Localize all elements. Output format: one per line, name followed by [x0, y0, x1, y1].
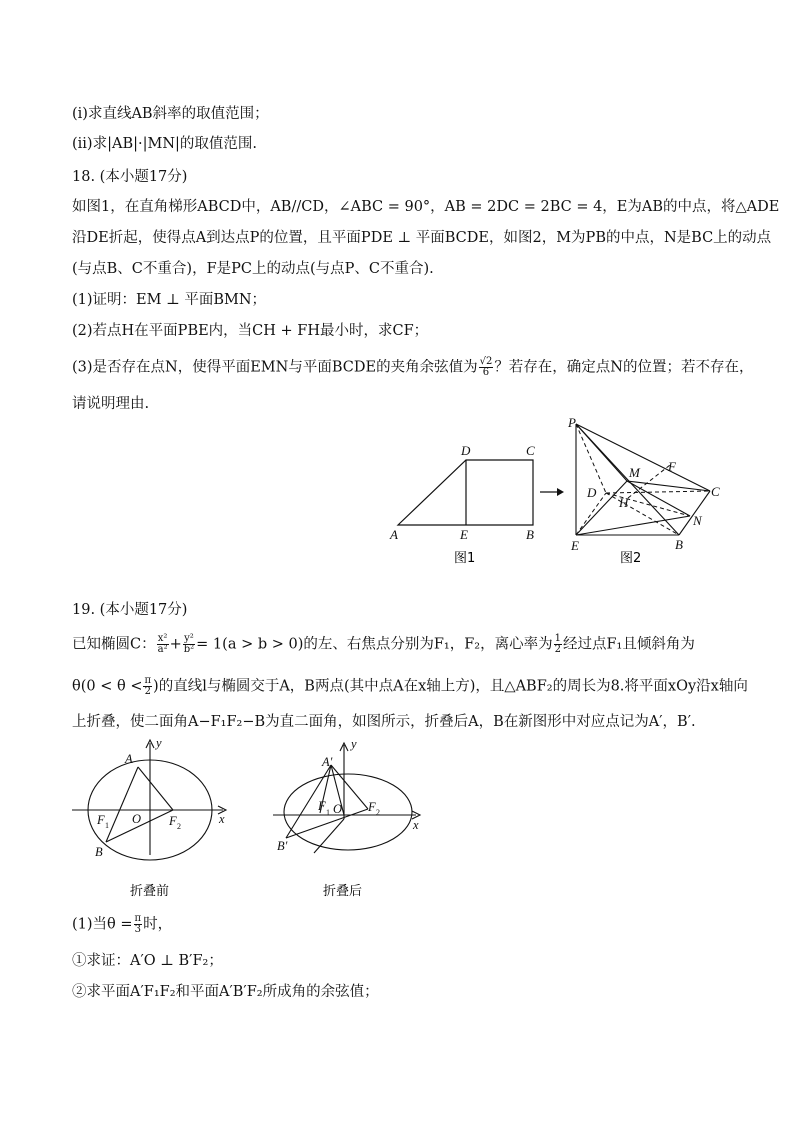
fig2-hidden-edges: [576, 424, 710, 535]
frac-numerator: π: [134, 913, 142, 924]
plus-sign: +: [169, 636, 182, 653]
figure-18: [385, 413, 730, 573]
fig2-label-P: P: [568, 415, 576, 430]
before-label-O: O: [132, 812, 142, 826]
before-label-F1: F: [97, 813, 105, 827]
frac-numerator: 1: [554, 633, 561, 644]
fig2-label-E: E: [571, 538, 579, 553]
frac-denominator: 6: [482, 367, 490, 378]
after-label-F2-sub: 2: [376, 808, 380, 817]
p19-q1-part1: ①求证：A′O ⊥ B′F₂；: [72, 953, 223, 969]
fig1-label-B: B: [526, 527, 534, 542]
p18-q2: (2)若点H在平面PBE内，当CH + FH最小时，求CF；: [72, 323, 429, 339]
line-i: (i)求直线AB斜率的取值范围；: [72, 106, 269, 122]
p19-l2-a: θ(0 < θ <: [72, 678, 143, 695]
fig2-label-B: B: [675, 537, 683, 552]
before-label-F2: F: [169, 814, 177, 828]
fraction-x2-over-a2: [157, 634, 169, 655]
frac-numerator: √2: [479, 356, 493, 367]
after-label-F1-sub: 1: [326, 808, 330, 817]
frac-denominator: b²: [183, 644, 195, 655]
before-ellipse-figure: [72, 740, 226, 860]
fig2-label-M: M: [629, 465, 640, 480]
p19-q1-part2: ②求平面A′F₁F₂和平面A′B′F₂所成角的余弦值；: [72, 984, 379, 1000]
frac-denominator: 2: [554, 644, 561, 655]
line-ii: (ii)求|AB|·|MN|的取值范围.: [72, 136, 258, 152]
p18-q1: (1)证明：EM ⊥ 平面BMN；: [72, 292, 267, 308]
p18-q3-text-b: ？若存在，确定点N的位置；若不存在，: [494, 359, 754, 376]
frac-numerator: y²: [184, 633, 194, 644]
fig1-label-A: A: [390, 527, 398, 542]
p19-line-2: [72, 676, 748, 697]
fraction-pi-over-2: [143, 676, 152, 697]
frac-denominator: a²: [157, 644, 168, 655]
before-label-B: B: [95, 845, 103, 859]
p18-line-3: (与点B、C不重合)，F是PC上的动点(与点P、C不重合).: [72, 261, 434, 277]
p18-q3-line-2: 请说明理由.: [72, 396, 150, 412]
fig1-label-D: D: [461, 443, 471, 458]
before-label-x: x: [219, 812, 225, 826]
before-caption: 折叠前: [130, 884, 170, 899]
p19-line-1: [72, 634, 695, 655]
p19-l1-c: 经过点F₁且倾斜角为: [562, 636, 695, 653]
p18-line-2: 沿DE折起，使得点A到达点P的位置，且平面PDE ⊥ 平面BCDE，如图2，M为PB的中点，N是BC上的动点: [72, 230, 772, 246]
frac-numerator: x²: [157, 633, 168, 644]
fig2-label-N: N: [693, 513, 702, 528]
p19-l1-a: 已知椭圆C：: [72, 636, 156, 653]
fig1-label-E: E: [460, 527, 468, 542]
after-label-F1: F: [318, 799, 326, 813]
p19-q1-b: 时，: [143, 916, 173, 933]
fraction-pi-over-3: [134, 914, 143, 935]
p18-line-1: 如图1，在直角梯形ABCD中，AB//CD，∠ABC = 90°，AB = 2DC = 2BC = 4，E为AB的中点，将△ADE: [72, 199, 780, 215]
problem-18-heading: 18. (本小题17分): [72, 169, 188, 185]
fig2-caption: 图2: [620, 551, 642, 566]
frac-numerator: π: [144, 675, 152, 686]
after-label-F2: F: [368, 800, 376, 814]
p18-q3-text-a: (3)是否存在点N，使得平面EMN与平面BCDE的夹角余弦值为: [72, 359, 478, 376]
before-label-F1-sub: 1: [105, 821, 109, 830]
fraction-one-half: [554, 634, 562, 655]
fraction-sqrt2-over-6: [479, 357, 494, 378]
fig1-label-C: C: [526, 443, 535, 458]
problem-19-heading: 19. (本小题17分): [72, 602, 188, 618]
before-label-F2-sub: 2: [177, 822, 181, 831]
p19-q1: [72, 914, 172, 935]
fraction-y2-over-b2: [183, 634, 195, 655]
after-label-O: O: [333, 802, 343, 816]
after-caption: 折叠后: [323, 884, 363, 899]
p19-q1-a: (1)当θ =: [72, 916, 133, 933]
after-label-A-prime: A′: [322, 755, 333, 769]
fig1-caption: 图1: [454, 551, 476, 566]
fig2-solid: [576, 424, 710, 535]
before-label-A: A: [125, 752, 133, 766]
after-label-y: y: [351, 737, 357, 751]
figure-19: [68, 735, 438, 905]
p19-line-3: 上折叠，使二面角A−F₁F₂−B为直二面角，如图所示，折叠后A，B在新图形中对应点记为A′，B′.: [72, 714, 696, 730]
fig1-trapezoid: [398, 460, 533, 525]
fig2-label-F: F: [668, 459, 676, 474]
after-label-x: x: [413, 818, 419, 832]
p19-l1-b: = 1(a > b > 0)的左、右焦点分别为F₁，F₂，离心率为: [196, 636, 553, 653]
after-ellipse-figure: [273, 743, 420, 853]
fig2-label-C: C: [711, 484, 720, 499]
p18-q3: [72, 357, 754, 378]
before-label-y: y: [156, 736, 162, 750]
arrow-icon: [540, 488, 564, 496]
p19-l2-b: )的直线l与椭圆交于A，B两点(其中点A在x轴上方)，且△ABF₂的周长为8.将平面xOy沿x轴向: [153, 678, 748, 695]
fig2-label-D: D: [587, 485, 597, 500]
frac-denominator: 2: [144, 686, 151, 697]
after-label-B-prime: B′: [277, 839, 288, 853]
fig2-label-H: H: [619, 495, 629, 510]
frac-denominator: 3: [134, 924, 141, 935]
